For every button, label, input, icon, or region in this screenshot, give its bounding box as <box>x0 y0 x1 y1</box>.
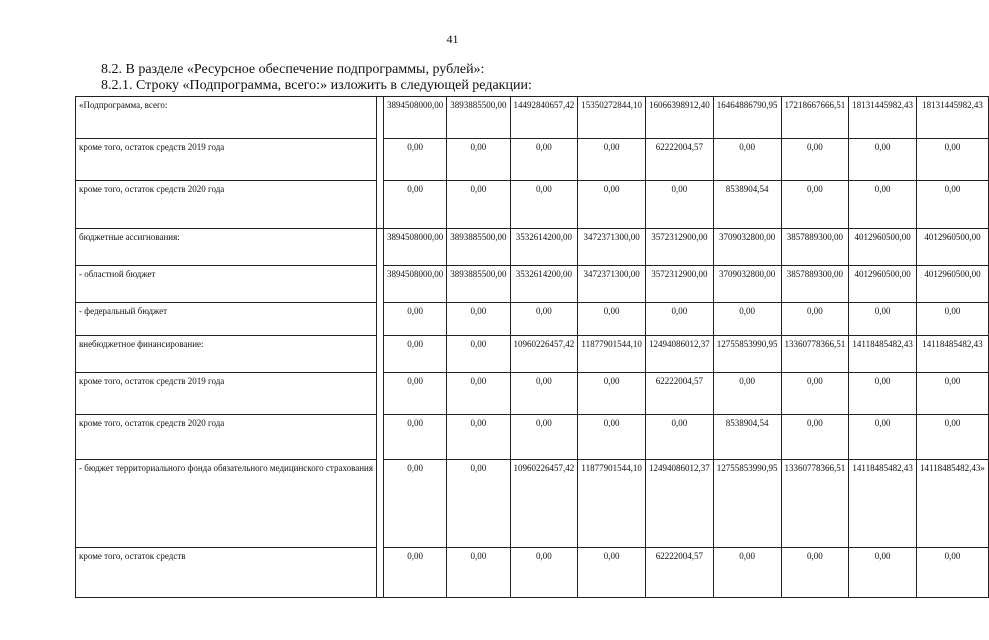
value-cell: 0,00 <box>917 415 989 460</box>
value-cell: 11877901544,10 <box>578 460 646 548</box>
value-cell: 0,00 <box>917 373 989 415</box>
value-cell: 0,00 <box>447 373 510 415</box>
table-row <box>76 266 989 303</box>
table-body <box>76 97 989 598</box>
value-cell: 13360778366,51 <box>781 460 849 548</box>
value-cell: 0,00 <box>578 415 646 460</box>
value-cell: 3572312900,00 <box>646 266 714 303</box>
value-cell: 0,00 <box>510 415 578 460</box>
value-cell: 14118485482,43 <box>849 336 917 373</box>
value-cell: 0,00 <box>384 548 447 598</box>
value-cell: 11877901544,10 <box>578 336 646 373</box>
value-cell: 0,00 <box>849 548 917 598</box>
value-cell: 0,00 <box>384 139 447 181</box>
value-cell: 0,00 <box>510 181 578 229</box>
value-cell: 0,00 <box>917 303 989 336</box>
value-cell: 62222004,57 <box>646 373 714 415</box>
table-row <box>76 303 989 336</box>
table-row <box>76 229 989 266</box>
value-cell: 14492840657,42 <box>510 97 578 139</box>
value-cell: 0,00 <box>713 548 781 598</box>
row-label: - бюджет территориального фонда обязательного медицинского страхования <box>76 460 377 548</box>
value-cell: 12755853990,95 <box>713 460 781 548</box>
value-cell: 62222004,57 <box>646 548 714 598</box>
value-cell: 0,00 <box>447 460 510 548</box>
value-cell: 0,00 <box>781 373 849 415</box>
value-cell: 3709032800,00 <box>713 229 781 266</box>
table-row <box>76 139 989 181</box>
value-cell: 3572312900,00 <box>646 229 714 266</box>
value-cell: 0,00 <box>510 139 578 181</box>
row-label: «Подпрограмма, всего: <box>76 97 377 139</box>
table-row <box>76 373 989 415</box>
value-cell: 0,00 <box>781 181 849 229</box>
value-cell: 16464886790,95 <box>713 97 781 139</box>
empty-merged-cell <box>377 97 384 229</box>
row-label: - областной бюджет <box>76 266 377 303</box>
row-label: внебюджетное финансирование: <box>76 336 377 373</box>
value-cell: 0,00 <box>713 373 781 415</box>
value-cell: 0,00 <box>447 139 510 181</box>
value-cell: 0,00 <box>713 139 781 181</box>
value-cell: 0,00 <box>849 139 917 181</box>
value-cell: 0,00 <box>646 303 714 336</box>
value-cell: 4012960500,00 <box>849 229 917 266</box>
value-cell: 8538904,54 <box>713 415 781 460</box>
value-cell: 3893885500,00 <box>447 229 510 266</box>
value-cell: 0,00 <box>447 415 510 460</box>
value-cell: 0,00 <box>578 373 646 415</box>
value-cell: 13360778366,51 <box>781 336 849 373</box>
value-cell: 0,00 <box>384 336 447 373</box>
row-label: бюджетные ассигнования: <box>76 229 377 266</box>
value-cell: 4012960500,00 <box>849 266 917 303</box>
value-cell: 3532614200,00 <box>510 229 578 266</box>
value-cell: 0,00 <box>384 460 447 548</box>
value-cell: 3857889300,00 <box>781 266 849 303</box>
value-cell: 3472371300,00 <box>578 229 646 266</box>
value-cell: 0,00 <box>917 548 989 598</box>
value-cell: 0,00 <box>849 415 917 460</box>
resource-table <box>75 96 989 598</box>
value-cell: 3857889300,00 <box>781 229 849 266</box>
value-cell: 0,00 <box>447 181 510 229</box>
value-cell: 16066398912,40 <box>646 97 714 139</box>
value-cell: 3472371300,00 <box>578 266 646 303</box>
value-cell: 12494086012,37 <box>646 336 714 373</box>
value-cell: 15350272844,10 <box>578 97 646 139</box>
page-number: 41 <box>446 32 459 46</box>
row-label: кроме того, остаток средств 2019 года <box>76 139 377 181</box>
value-cell: 0,00 <box>384 303 447 336</box>
value-cell: 4012960500,00 <box>917 266 989 303</box>
value-cell: 3894508000,00 <box>384 266 447 303</box>
value-cell: 0,00 <box>384 181 447 229</box>
value-cell: 0,00 <box>646 181 714 229</box>
row-label: кроме того, остаток средств 2020 года <box>76 181 377 229</box>
row-label: кроме того, остаток средств <box>76 548 377 598</box>
value-cell: 14118485482,43» <box>917 460 989 548</box>
value-cell: 0,00 <box>447 336 510 373</box>
value-cell: 3894508000,00 <box>384 97 447 139</box>
subsection-heading: 8.2.1. Строку «Подпрограмма, всего:» изложить в следующей редакции: <box>101 78 532 93</box>
value-cell: 3709032800,00 <box>713 266 781 303</box>
value-cell: 0,00 <box>917 139 989 181</box>
value-cell: 12755853990,95 <box>713 336 781 373</box>
empty-merged-cell <box>377 229 384 598</box>
value-cell: 0,00 <box>447 303 510 336</box>
value-cell: 0,00 <box>849 303 917 336</box>
value-cell: 14118485482,43 <box>917 336 989 373</box>
row-label: кроме того, остаток средств 2019 года <box>76 373 377 415</box>
value-cell: 0,00 <box>447 548 510 598</box>
row-label: кроме того, остаток средств 2020 года <box>76 415 377 460</box>
value-cell: 0,00 <box>646 415 714 460</box>
table-row <box>76 548 989 598</box>
value-cell: 0,00 <box>781 139 849 181</box>
section-heading: 8.2. В разделе «Ресурсное обеспечение подпрограммы, рублей»: <box>101 62 485 77</box>
value-cell: 3532614200,00 <box>510 266 578 303</box>
value-cell: 0,00 <box>578 181 646 229</box>
value-cell: 0,00 <box>578 303 646 336</box>
table-row <box>76 415 989 460</box>
value-cell: 10960226457,42 <box>510 460 578 548</box>
value-cell: 3894508000,00 <box>384 229 447 266</box>
value-cell: 0,00 <box>849 181 917 229</box>
table-row <box>76 181 989 229</box>
value-cell: 0,00 <box>849 373 917 415</box>
value-cell: 3893885500,00 <box>447 97 510 139</box>
value-cell: 0,00 <box>384 415 447 460</box>
value-cell: 0,00 <box>917 181 989 229</box>
value-cell: 3893885500,00 <box>447 266 510 303</box>
table-row <box>76 336 989 373</box>
value-cell: 0,00 <box>510 373 578 415</box>
value-cell: 4012960500,00 <box>917 229 989 266</box>
value-cell: 14118485482,43 <box>849 460 917 548</box>
value-cell: 12494086012,37 <box>646 460 714 548</box>
value-cell: 0,00 <box>781 548 849 598</box>
table-row <box>76 97 989 139</box>
value-cell: 8538904,54 <box>713 181 781 229</box>
value-cell: 62222004,57 <box>646 139 714 181</box>
value-cell: 0,00 <box>384 373 447 415</box>
value-cell: 0,00 <box>781 303 849 336</box>
value-cell: 0,00 <box>510 548 578 598</box>
value-cell: 18131445982,43 <box>917 97 989 139</box>
value-cell: 0,00 <box>781 415 849 460</box>
value-cell: 17218667666,51 <box>781 97 849 139</box>
value-cell: 0,00 <box>510 303 578 336</box>
value-cell: 0,00 <box>713 303 781 336</box>
table-row <box>76 460 989 548</box>
row-label: - федеральный бюджет <box>76 303 377 336</box>
value-cell: 10960226457,42 <box>510 336 578 373</box>
value-cell: 18131445982,43 <box>849 97 917 139</box>
value-cell: 0,00 <box>578 548 646 598</box>
value-cell: 0,00 <box>578 139 646 181</box>
